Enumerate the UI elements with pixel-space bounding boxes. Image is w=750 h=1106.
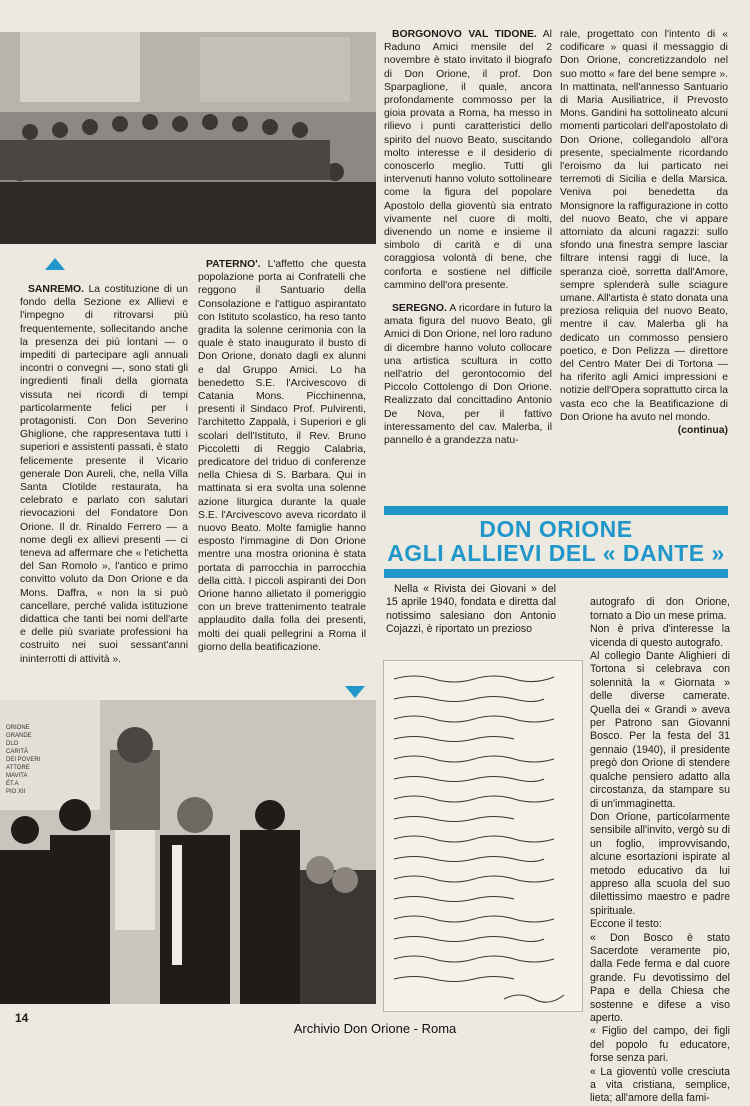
- sanremo-column: [20, 283, 188, 666]
- title-rule-top: [384, 506, 728, 515]
- paterno-column: [198, 258, 366, 654]
- col4-text: rale, progettato con l'intento di « codificare » quasi il messaggio di Don Orione, concretizzandolo nel suo motto « fare del bene sempre ». In mattinata, nell'annesso Santuario di Maria Ausiliatrice, il Prevosto Mons. Gandini ha sottolineato alcuni momenti particolari dell'apostolato di Don Orione, collegandolo all'ora presente, specialmente ricordando l'eroismo da lui particato nei terremoti di Sicilia e della Marsica. Veniva poi benedetta da Monsignore la raffigurazione in cotto del nuovo Beato, che vi appare attorniato da alcuni ragazzi: sullo sfondo una finestra sempre lasciar filtrare intensi raggi di luce, la speranza cioè, sorretta dall'Amore, sempre splenderà sulle sciagure umane. All'artista è stato donata una preziosa reliquia del nuovo Beato, mentre il cav. Malerba gli ha dedicato un commosso pensiero poetico, e Don Pelizza — direttore del Centro Mater Dei di Tortona — ha riferito agli Amici impressioni e notizie dell'Opera soprattutto circa la vasta eco che la Beatificazione di Don Orione ha avuto nel mondo.: [560, 29, 728, 423]
- archive-footer: Archivio Don Orione - Roma: [293, 1021, 457, 1036]
- article-title-line2: AGLI ALLIEVI DEL « DANTE »: [387, 540, 725, 566]
- up-arrow-icon: [45, 258, 65, 270]
- plaque-line: ATTORE: [6, 765, 30, 771]
- plaque-line: PIO XII: [6, 789, 26, 795]
- borgonovo-column: [384, 28, 552, 447]
- photo-plaque: [6, 724, 66, 796]
- paterno-text: L'affetto che questa popolazione porta ai Confratelli che reggono il Santuario della Consolazione e l'attiguo aspirantato con Istituto scolastico, ha reso tanto gradita la solenne cerimonia con la quale è stato inaugurato il busto di Don Orione, donato dagli ex alunni e dal Gruppo Amici. Lo ha benedetto S.E. l'Arcivescovo di Catania Mons. Picchinenna, presenti il Sindaco Prof. Pulvirenti, l'architetto Zappalà, i Superiori e gli scolari dell'Istituto, il Rev. Bruno Piccoletti di Reggio Calabria, predicatore del triduo di conferenze nella Chiesa di S. Barbara. Qui in mattinata si era svolta una solenne azione liturgica durante la quale S.E. l'Arcivescovo aveva ricordato il nuovo Beato. Molte famiglie hanno esposto l'immagine di Don Orione mentre una mostra orionina è stata portata di parrocchia in parrocchia della città. I piccoli aspiranti dei Don Orione hanno allietato il pomeriggio con un breve trattenimento teatrale applaudito dalla folla dei presenti, molti dei quali pellegrini a Roma il giorno della beatificazione.: [198, 259, 366, 653]
- article-intro-text: Nella « Rivista dei Giovani » del 15 aprile 1940, fondata e diretta dal notissimo salesiano don Antonio Cojazzi, è riportato un prezioso: [386, 583, 556, 636]
- plaque-line: GRANDE: [6, 733, 32, 739]
- group-photo: [0, 32, 376, 244]
- plaque-line: DEI POVERI: [6, 757, 41, 763]
- handwriting-icon: [384, 661, 582, 1011]
- col4-column: [560, 28, 728, 437]
- plaque-line: MAVITA: [6, 773, 28, 779]
- borgonovo-text: Al Raduno Amici mensile del 2 novembre è stato invitato il biografo di Don Orione, il prof. Don Sparpaglione, il quale, ancora profondamente commosso per la gioia provata a Roma, ha messo in rilievo i punti caratteristici dello spirito del nuovo Beato, suscitando molto interesse e il desiderio di conoscerlo meglio. Tutti gli intervenuti hanno voluto sottolineare come la figura del popolare Apostolo della gioventù sia entrato vivamente nel cuore di molti, divenendo un nome e insieme il simbolo di carità e di una coraggiosa volontà di bene, che conforta e sostiene nel difficile cammino dell'ora presente.: [384, 29, 552, 291]
- title-rule-bottom: [384, 569, 728, 578]
- paterno-place: PATERNO'.: [206, 259, 261, 270]
- down-arrow-icon: [345, 686, 365, 698]
- plaque-line: DLO: [6, 741, 19, 747]
- ceremony-photo: [0, 700, 376, 1004]
- manuscript-image: [383, 660, 583, 1012]
- plaque-line: ORIONE: [6, 725, 30, 731]
- photo-group-icon: [0, 32, 376, 244]
- continua-label: (continua): [677, 425, 728, 437]
- borgonovo-place: BORGONOVO VAL TIDONE.: [392, 29, 537, 40]
- article-title-band: [384, 506, 728, 578]
- sanremo-text: La costituzione di un fondo della Sezione ex Allievi e l'impegno di ritrovarsi più frequentemente, sollecitando anche la presenza dei più lontani — o impediti di partecipare agli annuali incontri o convegni —, sono stati gli ingredienti finali della giornata vissuta nei ricordi di tempi particolarmente felici per i protagonisti. Con Don Severino Ghiglione, che rappresentava tutti i superiori e assistenti passati, è stato felicemente presente il Vicario generale Don Aureli, che, nella Villa Santa Clotilde restaurata, ha celebrato e parlato con salutari rievocazioni del Fondatore Don Orione. Il dr. Rinaldo Ferrero — a nome degli ex allievi presenti — ci teneva ad affermare che « l'etichetta del San Romolo », l'antico e primo convitto voluto da Don Orione e da Mons. Daffra, « non la si può cancellare, perché valida istituzione didattica che tanti bei nomi dell'arte e delle più svariate professioni ha costruito nei suoi sessant'anni ininterrotti di attività ».: [20, 284, 188, 665]
- page-number: 14: [15, 1011, 29, 1025]
- plaque-line: ÉT.A: [6, 781, 19, 787]
- article-title-line1: DON ORIONE: [479, 516, 633, 542]
- seregno-text: A ricordare in futuro la amata figura del nuovo Beato, gli Amici di Don Orione, nel loro raduno di dicembre hanno voluto collocare una artistica scultura in cotto nell'atrio del gerontocomio del Piccolo Cottolengo di Don Orione. Realizzato dal concittadino Antonio De Nova, per il fattivo interessamento del cav. Malerba, il pannello è a grandezza natu-: [384, 303, 552, 447]
- sanremo-place: SANREMO.: [28, 284, 84, 295]
- article-intro: [386, 583, 556, 637]
- article-right-text: autografo di don Orione, tornato a Dio un mese prima. Non è priva d'interesse la vicenda di questo autografo. Al collegio Dante Alighieri di Tortona si celebrava con solennità la « Giornata » delle diverse camerate. Quella dei « Grandi » aveva per Patrono san Giovanni Bosco. Per la festa del 31 gennaio (1940), il presidente pregò don Orione di stendere qualche pensiero adatto alla circostanza, da stampare su di un'immaginetta. Don Orione, particolarmente sensibile all'invito, vergò su di un foglio, improvvisando, alcune esortazioni ispirate al metodo educativo da lui appreso alla scuola del suo dilettissimo maestro e padre spirituale. Eccone il testo: « Don Bosco è stato Sacerdote veramente pio, dalla Fede ferma e dal cuore grande. Fu devotissimo del Papa e della Chiesa che sostenne e difese a viso aperto. « Figlio del campo, dei figli del popolo fu educatore, forse senza pari. « La gioventù volle cresciuta a vita cristiana, semplice, lieta; all'amore della fami-: [590, 596, 730, 1105]
- plaque-line: CARITÀ: [6, 749, 29, 755]
- seregno-place: SEREGNO.: [392, 303, 447, 315]
